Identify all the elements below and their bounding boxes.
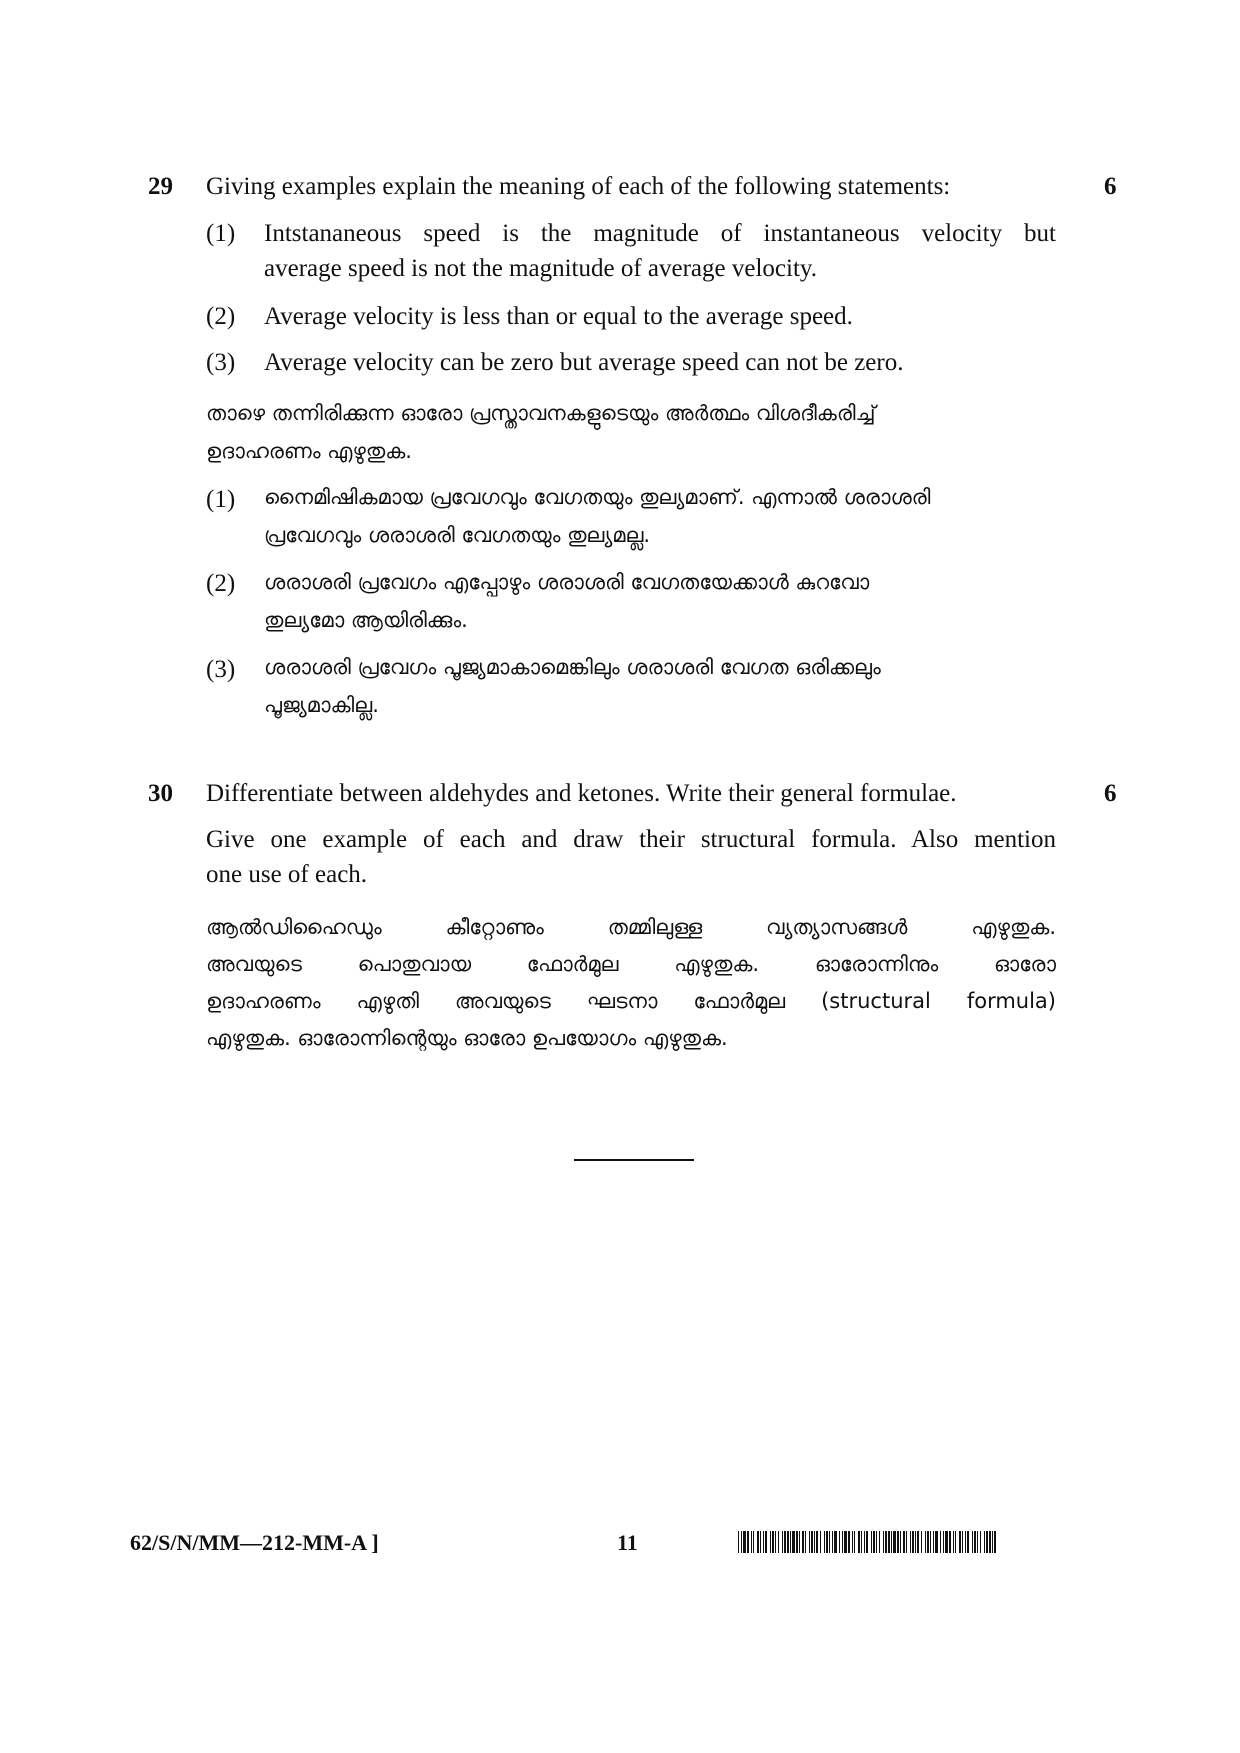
statement-line: Intstananeous speed is the magnitude of instantaneous velocity but	[264, 220, 1056, 247]
barcode-icon	[738, 1531, 996, 1553]
statement-line-ml: പൂജ്യമാകില്ല.	[264, 693, 379, 717]
question-text-ml: എഴുതുക. ഓരോന്നിന്റെയും ഓരോ ഉപയോഗം എഴുതുക.	[206, 1026, 728, 1050]
question-number: 30	[148, 780, 173, 807]
statement-line: Average velocity is less than or equal to the average speed.	[264, 303, 853, 330]
question-text-en: one use of each.	[206, 861, 368, 888]
statement-label-ml: (1)	[206, 486, 236, 513]
statement-line-ml: ശരാശരി പ്രവേഗം പൂജ്യമാകാമെങ്കിലും ശരാശരി വേഗത ഒരിക്കലും	[264, 655, 881, 679]
question-text-ml: ഉദാഹരണം എഴുതി അവയുടെ ഘടനാ ഫോർമുല (structural formula)	[206, 989, 1056, 1013]
statement-line-ml: തുല്യമോ ആയിരിക്കും.	[264, 608, 468, 632]
page-number: 11	[617, 1530, 638, 1555]
question-text-ml: ആൽഡിഹൈഡും കീറ്റോണും തമ്മിലുള്ള വ്യത്യാസങ്ങൾ എഴുതുക.	[206, 915, 1056, 939]
question-text-en: Give one example of each and draw their structural formula. Also mention	[206, 826, 1056, 853]
statement-label: (3)	[206, 349, 236, 376]
question-text-en: Differentiate between aldehydes and ketones. Write their general formulae.	[206, 780, 957, 807]
statement-line: Average velocity can be zero but average speed can not be zero.	[264, 349, 904, 376]
question-prompt-ml: ഉദാഹരണം എഴുതുക.	[206, 439, 412, 463]
paper-code: 62/S/N/MM—212-MM-A ]	[130, 1530, 379, 1555]
statement-label: (2)	[206, 303, 236, 330]
statement-label-ml: (2)	[206, 570, 236, 597]
question-text-ml: അവയുടെ പൊതുവായ ഫോർമുല എഴുതുക. ഓരോന്നിനും ഓരോ	[206, 952, 1056, 976]
statement-line-ml: ശരാശരി പ്രവേഗം എപ്പോഴും ശരാശരി വേഗതയേക്കാൾ കുറവോ	[264, 570, 870, 594]
question-prompt-ml: താഴെ തന്നിരിക്കുന്ന ഓരോ പ്രസ്താവനകളുടെയും അർത്ഥം വിശദീകരിച്ച്	[206, 401, 876, 425]
question-marks: 6	[1104, 173, 1117, 200]
statement-label-ml: (3)	[206, 656, 236, 683]
question-marks: 6	[1104, 780, 1117, 807]
statement-label: (1)	[206, 220, 236, 247]
statement-line: average speed is not the magnitude of average velocity.	[264, 255, 818, 282]
statement-line-ml: നൈമിഷികമായ പ്രവേഗവും വേഗതയും തുല്യമാണ്. എന്നാൽ ശരാശരി	[264, 485, 931, 509]
question-number: 29	[148, 173, 173, 200]
question-prompt-en: Giving examples explain the meaning of each of the following statements:	[206, 173, 951, 200]
statement-line-ml: പ്രവേഗവും ശരാശരി വേഗതയും തുല്യമല്ല.	[264, 523, 651, 547]
end-divider	[574, 1159, 694, 1161]
